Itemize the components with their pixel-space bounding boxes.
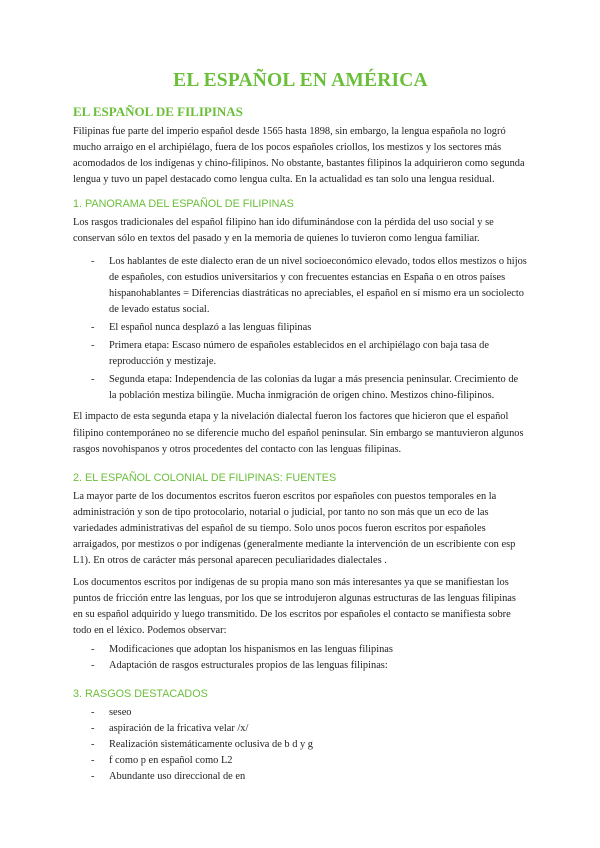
dash-bullet: - — [91, 738, 95, 750]
section-heading: 1. PANORAMA DEL ESPAÑOL DE FILIPINAS — [73, 198, 294, 211]
document-subtitle: EL ESPAÑOL DE FILIPINAS — [73, 104, 243, 119]
bullet-list — [73, 642, 528, 674]
section-heading: 3. RASGOS DESTACADOS — [73, 687, 208, 700]
document-page — [73, 70, 528, 790]
list-item: - Segunda etapa: Independencia de las colonias da lugar a más presencia peninsular. Crecimiento de la población mestiza bilingüe. Mucha inmigración de origen chino. Mestizos chino-filipinos. — [91, 374, 519, 402]
dash-bullet: - — [91, 755, 95, 766]
dash-bullet: - — [91, 321, 95, 333]
document-title: EL ESPAÑOL EN AMÉRICA — [173, 70, 428, 91]
dash-bullet: - — [91, 771, 95, 783]
section-paragraph: La mayor parte de los documentos escritos fueron escritos por españoles con puestos temporales en la administración y son de tipo protocolario, notarial o judicial, por tanto no son más que un eco de las variedades administrativas del español de su tiempo. Solo unos pocos fueron escritos por españoles arraigados, por mestizos o por indígenas (generalmente mediante la intervención de un escribiente con esp L1). En otros de carácter más personal aparecen peculiaridades dialectales . — [73, 490, 516, 567]
list-item: - Primera etapa: Escaso número de españoles establecidos en el archipiélago con baja tasa de reproducción y mestizaje. — [91, 340, 489, 368]
section-heading: 2. EL ESPAÑOL COLONIAL DE FILIPINAS: FUENTES — [73, 471, 337, 484]
intro-paragraph: Filipinas fue parte del imperio español desde 1565 hasta 1898, sin embargo, la lengua española no logró mucho arraigo en el archipiélago, fuera de los pocos españoles criollos, los mestizos y los sectores más acomodados de los indígenas y chino-filipinos. No obstante, bastantes filipinos la adquirieron como segunda lengua y tuvo un papel destacado como lengua culta. En la actualidad es tan solo una lengua residual. — [73, 126, 525, 186]
list-item: - Los hablantes de este dialecto eran de un nivel socioeconómico elevado, todos ellos mestizos o hijos de españoles, con estudios universitarios y con frecuentes estancias en España o en otros países hispanohablantes = Diferencias diastráticas no apreciables, el español en sí mismo era un sociolecto de levado estatus social. — [91, 255, 527, 315]
dash-bullet: - — [91, 643, 95, 655]
section-panorama — [73, 198, 528, 457]
section-paragraph: Los rasgos tradicionales del español filipino han ido difuminándose con la pérdida del uso social y se conservan sólo en textos del pasado y en la memoria de quienes lo tuvieron como lengua familiar. — [73, 217, 494, 245]
bullet-list — [73, 705, 528, 785]
list-item: - Adaptación de rasgos estructurales propios de las lenguas filipinas: — [73, 658, 528, 674]
list-item: - Abundante uso direccional de en — [73, 769, 528, 785]
list-item: - Realización sistemáticamente oclusiva de b d y g — [73, 737, 528, 753]
list-item: - Modificaciones que adoptan los hispanismos en las lenguas filipinas — [73, 642, 528, 658]
list-item: - f como p en español como L2 — [73, 753, 528, 769]
bullet-list — [73, 254, 528, 405]
list-item: - seseo — [73, 705, 528, 721]
dash-bullet: - — [91, 706, 95, 718]
dash-bullet: - — [91, 659, 95, 671]
dash-bullet: - — [91, 722, 95, 734]
list-item: - El español nunca desplazó a las lenguas filipinas — [73, 320, 528, 336]
dash-bullet: - — [91, 374, 95, 386]
section-colonial — [73, 472, 528, 674]
section-rasgos — [73, 688, 528, 785]
dash-bullet: - — [91, 340, 95, 352]
dash-bullet: - — [91, 255, 95, 267]
list-item: - aspiración de la fricativa velar /x/ — [73, 721, 528, 737]
section-paragraph-2: Los documentos escritos por indígenas de su propia mano son más interesantes ya que se manifiestan los puntos de fricción entre las lenguas, por los que se introdujeron algunas estructuras de las lenguas filipinas en su español adquirido y luego transmitido. De los escritos por españoles el contacto se manifiesta sobre todo en el léxico. Podemos observar: — [73, 577, 516, 637]
section-closing-paragraph: El impacto de esta segunda etapa y la nivelación dialectal fueron los factores que hicieron que el español filipino contemporáneo no se diferencie mucho del español peninsular. Sin embargo se mantuvieron algunos rasgos novohispanos y otros procedentes del contacto con las lenguas filipinas. — [73, 411, 524, 455]
